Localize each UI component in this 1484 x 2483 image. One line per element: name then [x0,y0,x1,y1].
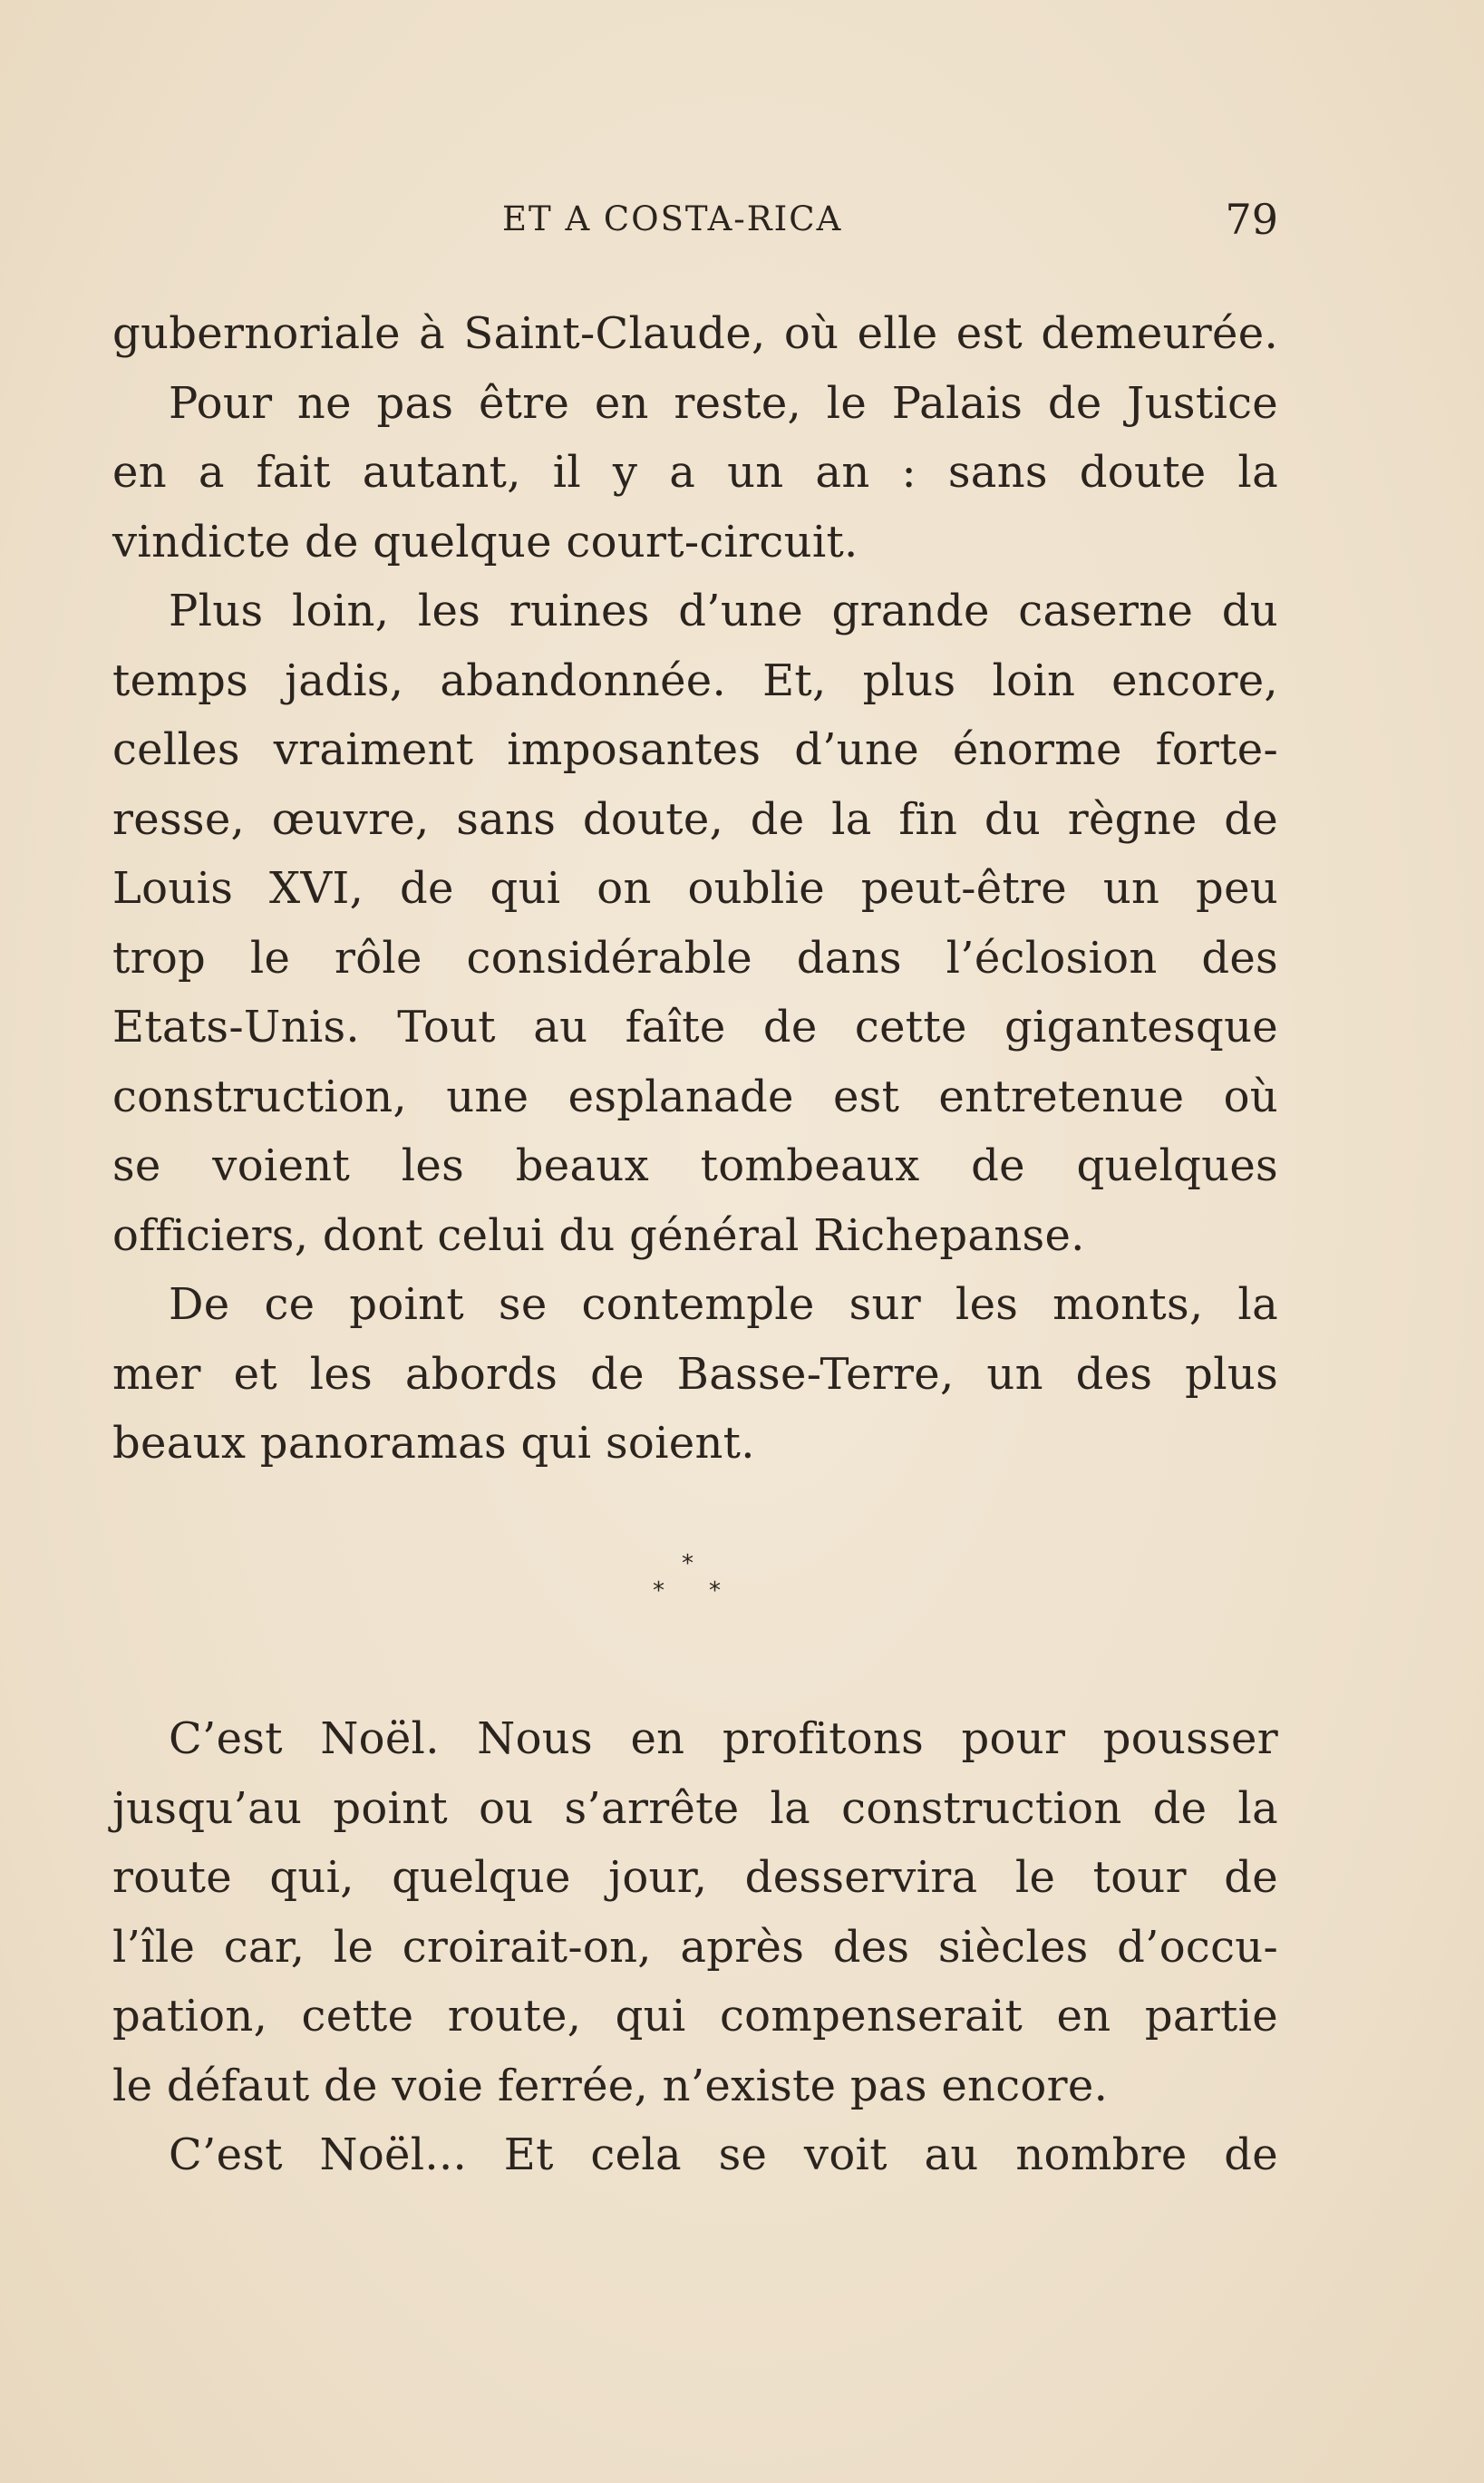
text-line: construction, une esplanade est entretenue où [112,1071,1278,1122]
text-line: resse, œuvre, sans doute, de la fin du règne de [112,793,1278,845]
asterisk: * [709,1577,721,1605]
page-number: 79 [1225,195,1278,244]
text-line: beaux panoramas qui soient. [112,1418,755,1469]
text-line: le défaut de voie ferrée, n’existe pas encore. [112,2060,1109,2111]
text-line: l’île car, le croirait-on, après des siècles d’occu- [112,1921,1278,1973]
text-line: pation, cette route, qui compenserait en partie [112,1991,1278,2042]
asterisk: * [653,1577,664,1605]
asterisk: * [682,1550,694,1577]
text-line: Etats-Unis. Tout au faîte de cette gigantesque [112,1002,1278,1052]
text-line: se voient les beaux tombeaux de quelques [112,1140,1278,1191]
body-text-block-1 [112,299,1278,1479]
running-head [112,192,1278,247]
text-line: Pour ne pas être en reste, le Palais de Justice [169,377,1278,429]
section-break-ornament [635,1552,743,1634]
text-line: Louis XVI, de qui on oublie peut-être un peu [112,863,1278,914]
text-line: De ce point se contemple sur les monts, la [169,1279,1278,1330]
text-line: mer et les abords de Basse-Terre, un des plus [112,1348,1278,1400]
text-line: vindicte de quelque court-circuit. [112,516,858,567]
text-line: celles vraiment imposantes d’une énorme forte- [112,724,1278,775]
body-text-block-2 [112,1704,1278,2190]
text-line: officiers, dont celui du général Richepanse. [112,1209,1085,1261]
text-line: Plus loin, les ruines d’une grande caserne du [169,586,1278,636]
text-line: C’est Noël... Et cela se voit au nombre de [169,2129,1278,2180]
text-line: trop le rôle considérable dans l’éclosion des [112,932,1278,984]
text-line: route qui, quelque jour, desservira le tour de [112,1852,1278,1903]
text-line: C’est Noël. Nous en profitons pour pousser [169,1713,1278,1764]
text-line: temps jadis, abandonnée. Et, plus loin encore, [112,655,1278,706]
text-line: en a fait autant, il y a un an : sans doute la [112,447,1278,498]
text-line: jusqu’au point ou s’arrête la construction de la [112,1782,1278,1834]
text-line: gubernoriale à Saint-Claude, où elle est demeurée. [112,308,1278,359]
running-title: ET A COSTA-RICA [502,199,843,238]
